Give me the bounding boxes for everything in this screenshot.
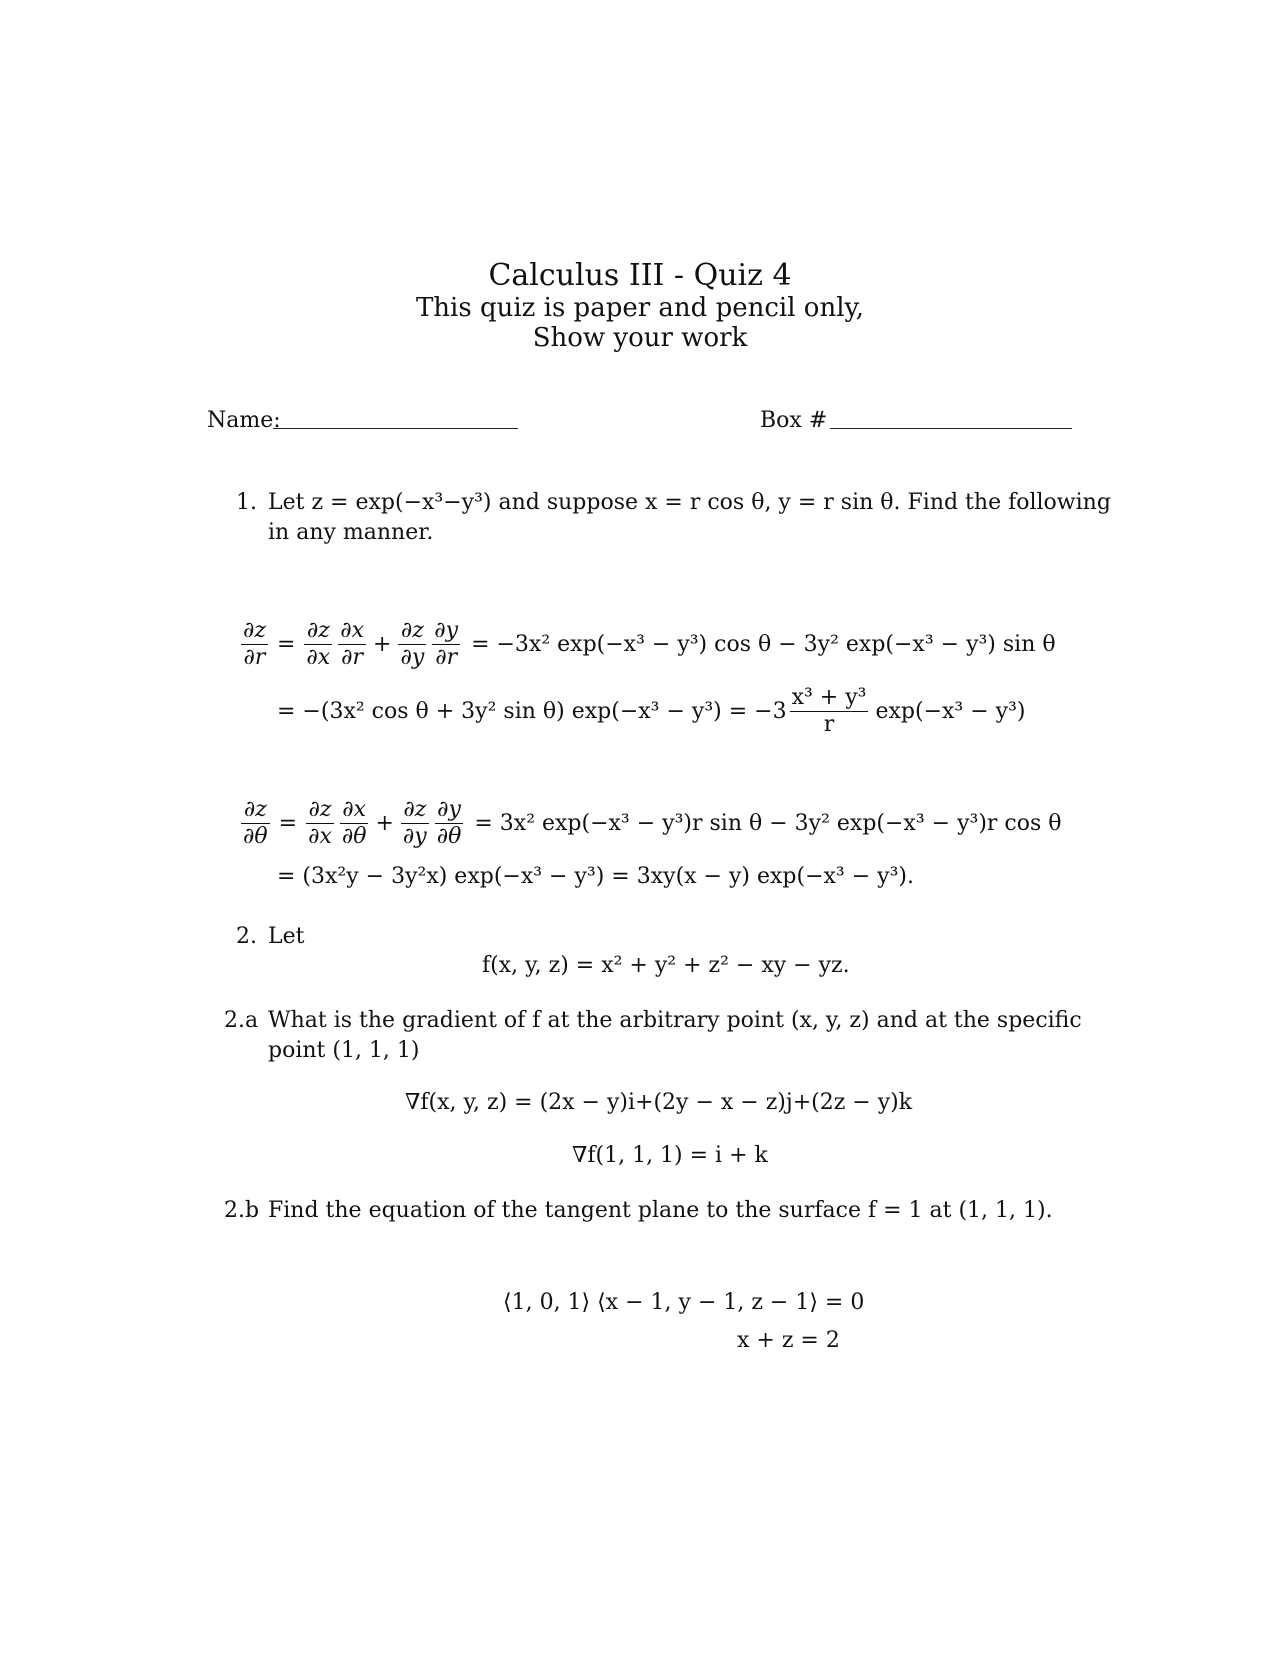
dz-dtheta-rhs: = 3x² exp(−x³ − y³)r sin θ − 3y² exp(−x³ − y³)r cos θ bbox=[474, 811, 1062, 836]
problem-2-number: 2. bbox=[236, 924, 257, 949]
name-label: Name: bbox=[207, 408, 281, 433]
dz-dr-fraction: $\frac{\partial z}{\partial r}$ bbox=[243, 618, 266, 670]
problem-2-label: Let bbox=[268, 924, 305, 949]
dy-dr-fraction: $\frac{\partial y}{\partial r}$ bbox=[434, 618, 459, 670]
fraction-numerator: x³ + y³ bbox=[791, 685, 867, 710]
part-a-line-2: point (1, 1, 1) bbox=[268, 1038, 420, 1063]
dz-dx-fraction-2: $\frac{\partial z}{\partial x}$ bbox=[308, 797, 332, 849]
part-a-line-1: What is the gradient of f at the arbitrary point (x, y, z) and at the specific bbox=[268, 1008, 1082, 1033]
subtitle-line-1: This quiz is paper and pencil only, bbox=[415, 293, 865, 323]
box-blank-line bbox=[830, 428, 1072, 429]
dy-dtheta-fraction: $\frac{\partial y}{\partial\theta}$ bbox=[436, 797, 462, 849]
dz-dtheta-equation-line-2: = (3x²y − 3y²x) exp(−x³ − y³) = 3xy(x − y) exp(−x³ − y³). bbox=[277, 864, 914, 889]
dz-dtheta-equation-line-1: $\frac{\partial z}{\partial\theta}$ = $\frac{\partial z}{\partial x}$ $\frac{\partial x}{\partial\theta}$ + $\frac{\partial z}{\partial y}$ $\frac{\partial y}{\partial\theta}$ = 3x² exp(−x³ − y³)r sin θ − 3y² exp(−x³ − y³)r cos θ bbox=[243, 797, 1062, 849]
dz-dr-rhs: = −3x² exp(−x³ − y³) cos θ − 3y² exp(−x³ − y³) sin θ bbox=[471, 632, 1056, 657]
dz-dr-line-2-part-a: = −(3x² cos θ + 3y² sin θ) exp(−x³ − y³) = −3 bbox=[277, 699, 787, 724]
tangent-plane-line-1: ⟨1, 0, 1⟩ ⟨x − 1, y − 1, z − 1⟩ = 0 bbox=[503, 1290, 865, 1315]
problem-1-text-line-1: Let z = exp(−x³−y³) and suppose x = r cos θ, y = r sin θ. Find the following bbox=[268, 490, 1111, 515]
dz-dr-line-2-part-b: exp(−x³ − y³) bbox=[875, 699, 1026, 724]
problem-1-number: 1. bbox=[236, 490, 257, 515]
name-blank-line bbox=[273, 428, 518, 429]
page-title: Calculus III - Quiz 4 bbox=[488, 258, 792, 293]
dz-dx-fraction: $\frac{\partial z}{\partial x}$ bbox=[306, 618, 331, 670]
dz-dr-equation-line-2 bbox=[277, 685, 1026, 738]
dz-dtheta-fraction: $\frac{\partial z}{\partial\theta}$ bbox=[243, 797, 268, 849]
tangent-plane-line-2: x + z = 2 bbox=[737, 1328, 840, 1353]
dz-dr-equation-line-1: $\frac{\partial z}{\partial r}$ = $\frac{\partial z}{\partial x}$ $\frac{\partial x}{\partial r}$ + $\frac{\partial z}{\partial y}$ $\frac{\partial y}{\partial r}$ = −3x² exp(−x³ − y³) cos θ − 3y² exp(−x³ − y³) sin θ bbox=[243, 618, 1056, 670]
dz-dy-fraction-2: $\frac{\partial z}{\partial y}$ bbox=[402, 797, 427, 849]
x3-plus-y3-over-r-fraction bbox=[790, 685, 869, 738]
part-b-text: Find the equation of the tangent plane to the surface f = 1 at (1, 1, 1). bbox=[268, 1198, 1053, 1223]
part-a-number: 2.a bbox=[224, 1008, 259, 1033]
subtitle-line-2: Show your work bbox=[532, 323, 748, 353]
box-label: Box # bbox=[760, 408, 828, 433]
problem-1-text-line-2: in any manner. bbox=[268, 520, 434, 545]
function-definition: f(x, y, z) = x² + y² + z² − xy − yz. bbox=[482, 953, 850, 978]
part-b-number: 2.b bbox=[224, 1198, 260, 1223]
dx-dr-fraction: $\frac{\partial x}{\partial r}$ bbox=[340, 618, 364, 670]
gradient-general: ∇f(x, y, z) = (2x − y)i+(2y − x − z)j+(2z − y)k bbox=[405, 1090, 913, 1115]
dx-dtheta-fraction: $\frac{\partial x}{\partial\theta}$ bbox=[341, 797, 367, 849]
fraction-denominator: r bbox=[823, 712, 835, 737]
gradient-at-point: ∇f(1, 1, 1) = i + k bbox=[572, 1143, 768, 1168]
dz-dy-fraction: $\frac{\partial z}{\partial y}$ bbox=[400, 618, 425, 670]
